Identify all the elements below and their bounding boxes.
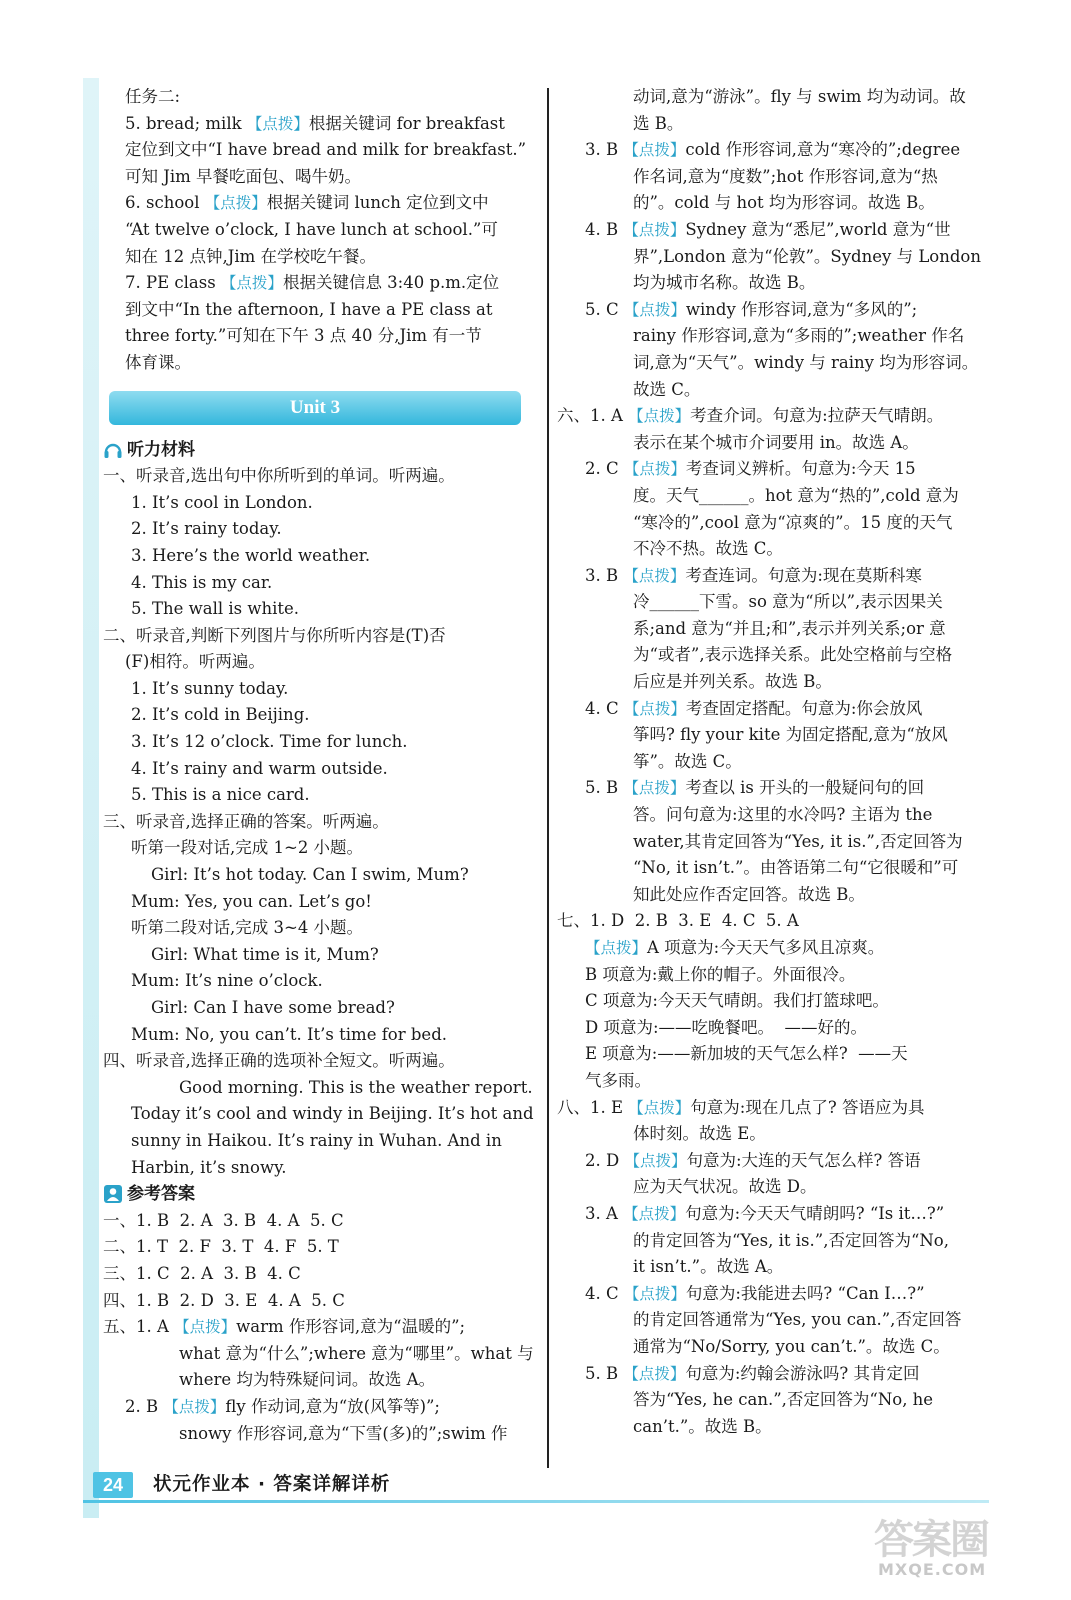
explanation-line: 3. B 【点拨】cold 作形容词,意为“寒冷的”;degree	[585, 140, 961, 160]
explanation-line: 界”,London 意为“伦敦”。Sydney 与 London	[633, 246, 981, 266]
explanation-line: 3. B 【点拨】考查连词。句意为:现在莫斯科寒	[585, 565, 922, 585]
dialog-line: Girl: Can I have some bread?	[151, 998, 395, 1017]
explanation-line: it isn’t.”。故选 A。	[633, 1257, 784, 1277]
explanation-line: 2. C 【点拨】考查词义辨析。句意为:今天 15	[585, 459, 916, 479]
explanation-line: 不冷不热。故选 C。	[633, 539, 783, 559]
column-divider	[547, 88, 549, 1468]
explanation-line: 【点拨】A 项意为:今天天气多风且凉爽。	[585, 938, 885, 957]
dialog-line: Girl: It’s hot today. Can I swim, Mum?	[151, 865, 469, 885]
explanation-line: 通常为“No/Sorry, you can’t.”。故选 C。	[633, 1336, 950, 1356]
explanation-line: where 均为特殊疑问词。故选 A。	[179, 1370, 436, 1390]
hint-tag: 【点拨】	[163, 1397, 226, 1416]
dialog-line: Mum: It’s nine o’clock.	[131, 971, 323, 991]
text-line: 7. PE class 【点拨】根据关键信息 3:40 p.m.定位	[125, 273, 500, 293]
hint-tag: 【点拨】	[624, 1151, 687, 1170]
hint-tag: 【点拨】	[204, 194, 267, 213]
answer-row: 三、1. C 2. A 3. B 4. C	[103, 1263, 301, 1283]
text-line: 定位到文中“I have bread and milk for breakfast.”	[125, 140, 527, 160]
listening-item: 3. Here’s the world weather.	[131, 545, 371, 565]
listening-item: 4. It’s rainy and warm outside.	[131, 758, 388, 778]
explanation-line: D 项意为:——吃晚餐吧。 ——好的。	[585, 1017, 868, 1037]
explanation-line: 为“或者”,表示选择关系。此处空格前与空格	[633, 645, 953, 665]
watermark-url: MXQE.COM	[878, 1560, 987, 1579]
hint-tag: 【点拨】	[246, 114, 309, 133]
hint-tag: 【点拨】	[220, 274, 283, 293]
listening-heading	[103, 437, 540, 464]
listening-item: 1. It’s sunny today.	[131, 678, 289, 698]
hint-tag: 【点拨】	[623, 220, 686, 239]
answer-row: 二、1. T 2. F 3. T 4. F 5. T	[103, 1237, 339, 1257]
explanation-line: 4. B 【点拨】Sydney 意为“悉尼”,world 意为“世	[585, 219, 951, 239]
listening-item: 2. It’s rainy today.	[131, 519, 282, 539]
passage-line: Today it’s cool and windy in Beijing. It’s hot and	[131, 1104, 534, 1124]
listening-item: 5. The wall is white.	[131, 599, 300, 619]
hint-tag: 【点拨】	[628, 407, 691, 426]
task-heading: 任务二:	[125, 87, 181, 106]
person-icon	[103, 1184, 123, 1204]
passage-line: Good morning. This is the weather report.	[179, 1077, 533, 1097]
explanation-line: 知此处应作否定回答。故选 B。	[633, 884, 865, 904]
part1-title: 一、听录音,选出句中你所听到的单词。听两遍。	[103, 466, 455, 486]
explanation-line: 答为“Yes, he can.”,否定回答为“No, he	[633, 1390, 934, 1410]
explanation-line: C 项意为:今天天气晴朗。我们打篮球吧。	[585, 991, 889, 1011]
listening-item: 5. This is a nice card.	[131, 785, 310, 805]
explanation-line: “No, it isn’t.”。由答语第二句“它很暖和”可	[633, 858, 959, 878]
listening-item: 2. It’s cold in Beijing.	[131, 705, 310, 725]
hint-tag: 【点拨】	[623, 460, 686, 479]
hint-tag: 【点拨】	[623, 1204, 686, 1223]
text-line: “At twelve o’clock, I have lunch at school.”可	[125, 219, 498, 239]
explanation-line: 故选 C。	[633, 379, 701, 399]
explanation-line: 度。天气______。hot 意为“热的”,cold 意为	[633, 485, 959, 505]
explanation-line: what 意为“什么”;where 意为“哪里”。what 与	[179, 1343, 534, 1363]
part2-title: 二、听录音,判断下列图片与你所听内容是(T)否	[103, 625, 446, 645]
hint-tag: 【点拨】	[623, 300, 686, 319]
text-line: 6. school 【点拨】根据关键词 lunch 定位到文中	[125, 193, 489, 213]
listening-item: 1. It’s cool in London.	[131, 492, 313, 512]
dialog-line: Girl: What time is it, Mum?	[151, 944, 379, 964]
explanation-line: 体时刻。故选 E。	[633, 1124, 766, 1144]
explanation-line: “寒冷的”,cool 意为“凉爽的”。15 度的天气	[633, 512, 953, 532]
task-item	[103, 270, 540, 376]
explanation-line: 5. B 【点拨】考查以 is 开头的一般疑问句的回	[585, 778, 925, 798]
explanation-line: 筝吗? fly your kite 为固定搭配,意为“放风	[633, 725, 948, 745]
task-item	[103, 111, 540, 191]
dialog-line: Mum: No, you can’t. It’s time for bed.	[131, 1024, 448, 1044]
explanation-line: 均为城市名称。故选 B。	[633, 273, 816, 293]
explanation-line: E 项意为:——新加坡的天气怎么样? ——天	[585, 1044, 908, 1064]
right-column	[557, 84, 1004, 1440]
headphones-icon	[103, 440, 123, 460]
hint-tag: 【点拨】	[623, 1284, 686, 1303]
explanation-line: 动词,意为“游泳”。fly 与 swim 均为动词。故	[633, 87, 966, 106]
answers-heading	[103, 1181, 540, 1208]
explanation-line: 的”。cold 与 hot 均为形容词。故选 B。	[633, 193, 935, 213]
explanation-line: 表示在某个城市介词要用 in。故选 A。	[633, 432, 919, 452]
unit-banner: Unit 3	[109, 391, 521, 425]
dialog-line: Mum: Yes, you can. Let’s go!	[131, 891, 372, 911]
passage-line: Harbin, it’s snowy.	[131, 1157, 287, 1177]
explanation-line: 3. A 【点拨】句意为:今天天气晴朗吗? “Is it…?”	[585, 1203, 945, 1223]
explanation-line: 应为天气状况。故选 D。	[633, 1177, 817, 1197]
explanation-line: 的肯定回答通常为“Yes, you can.”,否定回答	[633, 1310, 962, 1330]
left-margin-bar	[83, 78, 99, 1518]
explanation-line: snowy 作形容词,意为“下雪(多)的”;swim 作	[179, 1423, 508, 1443]
explanation-line: 筝”。故选 C。	[633, 751, 742, 771]
hint-tag: 【点拨】	[623, 141, 686, 160]
text-line: 可知 Jim 早餐吃面包、喝牛奶。	[125, 166, 362, 186]
passage-line: sunny in Haikou. It’s rainy in Wuhan. And in	[131, 1130, 502, 1150]
explanation-line: rainy 作形容词,意为“多雨的”;weather 作名	[633, 326, 965, 346]
explanation-line: 系;and 意为“并且;和”,表示并列关系;or 意	[633, 618, 946, 638]
explanation-line: 气多雨。	[585, 1070, 651, 1090]
text-line: 到文中“In the afternoon, I have a PE class at	[125, 299, 493, 319]
explanation-line: 5. C 【点拨】windy 作形容词,意为“多风的”;	[585, 299, 918, 319]
explanation-line: 4. C 【点拨】考查固定搭配。句意为:你会放风	[585, 698, 923, 718]
explanation-line: 答。问句意为:这里的水冷吗? 主语为 the	[633, 805, 933, 825]
hint-tag: 【点拨】	[174, 1318, 237, 1337]
explanation-line: 作名词,意为“度数”;hot 作形容词,意为“热	[633, 166, 938, 186]
explanation-line: 五、1. A 【点拨】warm 作形容词,意为“温暖的”;	[103, 1317, 466, 1337]
explanation-line: 冷______下雪。so 意为“所以”,表示因果关	[633, 592, 943, 612]
left-column	[103, 84, 540, 1447]
explanation-line: 2. B 【点拨】fly 作动词,意为“放(风筝等)”;	[125, 1396, 440, 1416]
page-number: 24	[93, 1472, 133, 1498]
explanation-line: 2. D 【点拨】句意为:大连的天气怎么样? 答语	[585, 1150, 921, 1170]
text-line: 5. bread; milk 【点拨】根据关键词 for breakfast	[125, 113, 505, 133]
text-line: 知在 12 点钟,Jim 在学校吃午餐。	[125, 246, 377, 266]
explanation-line: 八、1. E 【点拨】句意为:现在几点了? 答语应为具	[557, 1097, 925, 1117]
part2-title-cont: (F)相符。听两遍。	[125, 652, 265, 672]
hint-tag: 【点拨】	[623, 566, 686, 585]
listening-item: 3. It’s 12 o’clock. Time for lunch.	[131, 732, 408, 752]
listening-item: 4. This is my car.	[131, 572, 273, 592]
hint-tag: 【点拨】	[623, 699, 686, 718]
footer-rule	[83, 1500, 989, 1503]
answer-row: 一、1. B 2. A 3. B 4. A 5. C	[103, 1210, 344, 1230]
text-line: three forty.”可知在下午 3 点 40 分,Jim 有一节	[125, 326, 482, 346]
explanation-line: 后应是并列关系。故选 B。	[633, 672, 832, 692]
part4-title: 四、听录音,选择正确的选项补全短文。听两遍。	[103, 1051, 455, 1071]
answer-row: 七、1. D 2. B 3. E 4. C 5. A	[557, 911, 799, 931]
answers-heading-text: 参考答案	[127, 1184, 195, 1205]
explanation-line: 4. C 【点拨】句意为:我能进去吗? “Can I…?”	[585, 1283, 925, 1303]
explanation-line: water,其肯定回答为“Yes, it is.”,否定回答为	[633, 831, 963, 851]
listening-heading-text: 听力材料	[127, 439, 195, 460]
page-footer	[83, 1468, 989, 1508]
explanation-line: 的肯定回答为“Yes, it is.”,否定回答为“No,	[633, 1230, 949, 1250]
explanation-line: can’t.”。故选 B。	[633, 1416, 772, 1436]
watermark-text: 答案圈	[874, 1517, 988, 1563]
explanation-line: 六、1. A 【点拨】考查介词。句意为:拉萨天气晴朗。	[557, 406, 944, 426]
part3-subtitle: 听第一段对话,完成 1~2 小题。	[131, 838, 364, 858]
hint-tag: 【点拨】	[628, 1098, 691, 1117]
hint-tag: 【点拨】	[623, 1364, 686, 1383]
hint-tag: 【点拨】	[623, 779, 686, 798]
part3-title: 三、听录音,选择正确的答案。听两遍。	[103, 811, 389, 831]
explanation-line: B 项意为:戴上你的帽子。外面很冷。	[585, 964, 856, 984]
text-line: 体育课。	[125, 352, 191, 372]
hint-tag: 【点拨】	[585, 939, 648, 957]
explanation-line: 选 B。	[633, 113, 684, 133]
part3-subtitle: 听第二段对话,完成 3~4 小题。	[131, 918, 364, 938]
explanation-line: 词,意为“天气”。windy 与 rainy 均为形容词。	[633, 352, 979, 372]
task-item	[103, 190, 540, 270]
answer-row: 四、1. B 2. D 3. E 4. A 5. C	[103, 1290, 345, 1310]
watermark-logo	[874, 1508, 1024, 1590]
book-title: 状元作业本 · 答案详解详析	[153, 1474, 391, 1495]
explanation-line: 5. B 【点拨】句意为:约翰会游泳吗? 其肯定回	[585, 1363, 920, 1383]
